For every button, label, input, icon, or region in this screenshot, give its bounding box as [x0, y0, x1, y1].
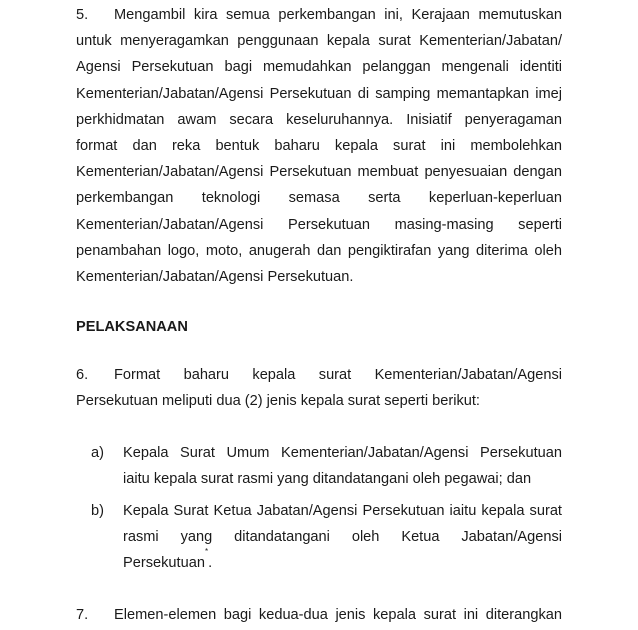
- paragraph-6: [76, 362, 562, 414]
- list-item-a-text: Kepala Surat Umum Kementerian/Jabatan/Agensi Persekutuan iaitu kepala surat rasmi yang ditandatangani oleh pegawai; dan: [123, 445, 562, 488]
- paragraph-5-number: 5.: [76, 7, 89, 23]
- list-item-text: [123, 440, 562, 492]
- section-heading: PELAKSANAAN: [76, 319, 188, 335]
- list-item-b: [76, 498, 562, 577]
- list-item-text: [123, 498, 562, 577]
- paragraph-7: [76, 602, 562, 628]
- footnote-mark: *: [204, 547, 209, 557]
- list-item-marker: b): [91, 503, 104, 519]
- paragraph-6-number: 6.: [76, 367, 89, 383]
- paragraph-6-text: Format baharu kepala surat Kementerian/Jabatan/Agensi Persekutuan meliputi dua (2) jenis kepala surat seperti berikut:: [76, 367, 562, 410]
- list-item-marker: a): [91, 445, 104, 461]
- list-item-b-trailing: .: [208, 555, 213, 572]
- list-item-a: [76, 440, 562, 492]
- paragraph-7-number: 7.: [76, 607, 89, 623]
- list-item-b-text: Kepala Surat Ketua Jabatan/Agensi Persekutuan iaitu kepala surat rasmi yang ditandatangani oleh Ketua Jabatan/Agensi Persekutuan: [123, 503, 562, 572]
- paragraph-5-text: Mengambil kira semua perkembangan ini, Kerajaan memutuskan untuk menyeragamkan penggunaan kepala surat Kementerian/Jabatan/ Agensi Persekutuan bagi memudahkan pelanggan mengenali identiti Kementerian/Jabatan/Agensi Persekutuan di samping memantapkan imej perkhidmatan awam secara keseluruhannya. Inisiatif penyeragaman format dan reka bentuk baharu kepala surat ini membolehkan Kementerian/Jabatan/Agensi Persekutuan membuat penyesuaian dengan perkembangan teknologi semasa serta keperluan-keperluan Kementerian/Jabatan/Agensi Persekutuan masing-masing seperti penambahan logo, moto, anugerah dan pengiktirafan yang diterima oleh Kementerian/Jabatan/Agensi Persekutuan.: [76, 7, 562, 286]
- paragraph-7-text: Elemen-elemen bagi kedua-dua jenis kepala surat ini diterangkan: [114, 607, 562, 623]
- paragraph-5: [76, 2, 562, 290]
